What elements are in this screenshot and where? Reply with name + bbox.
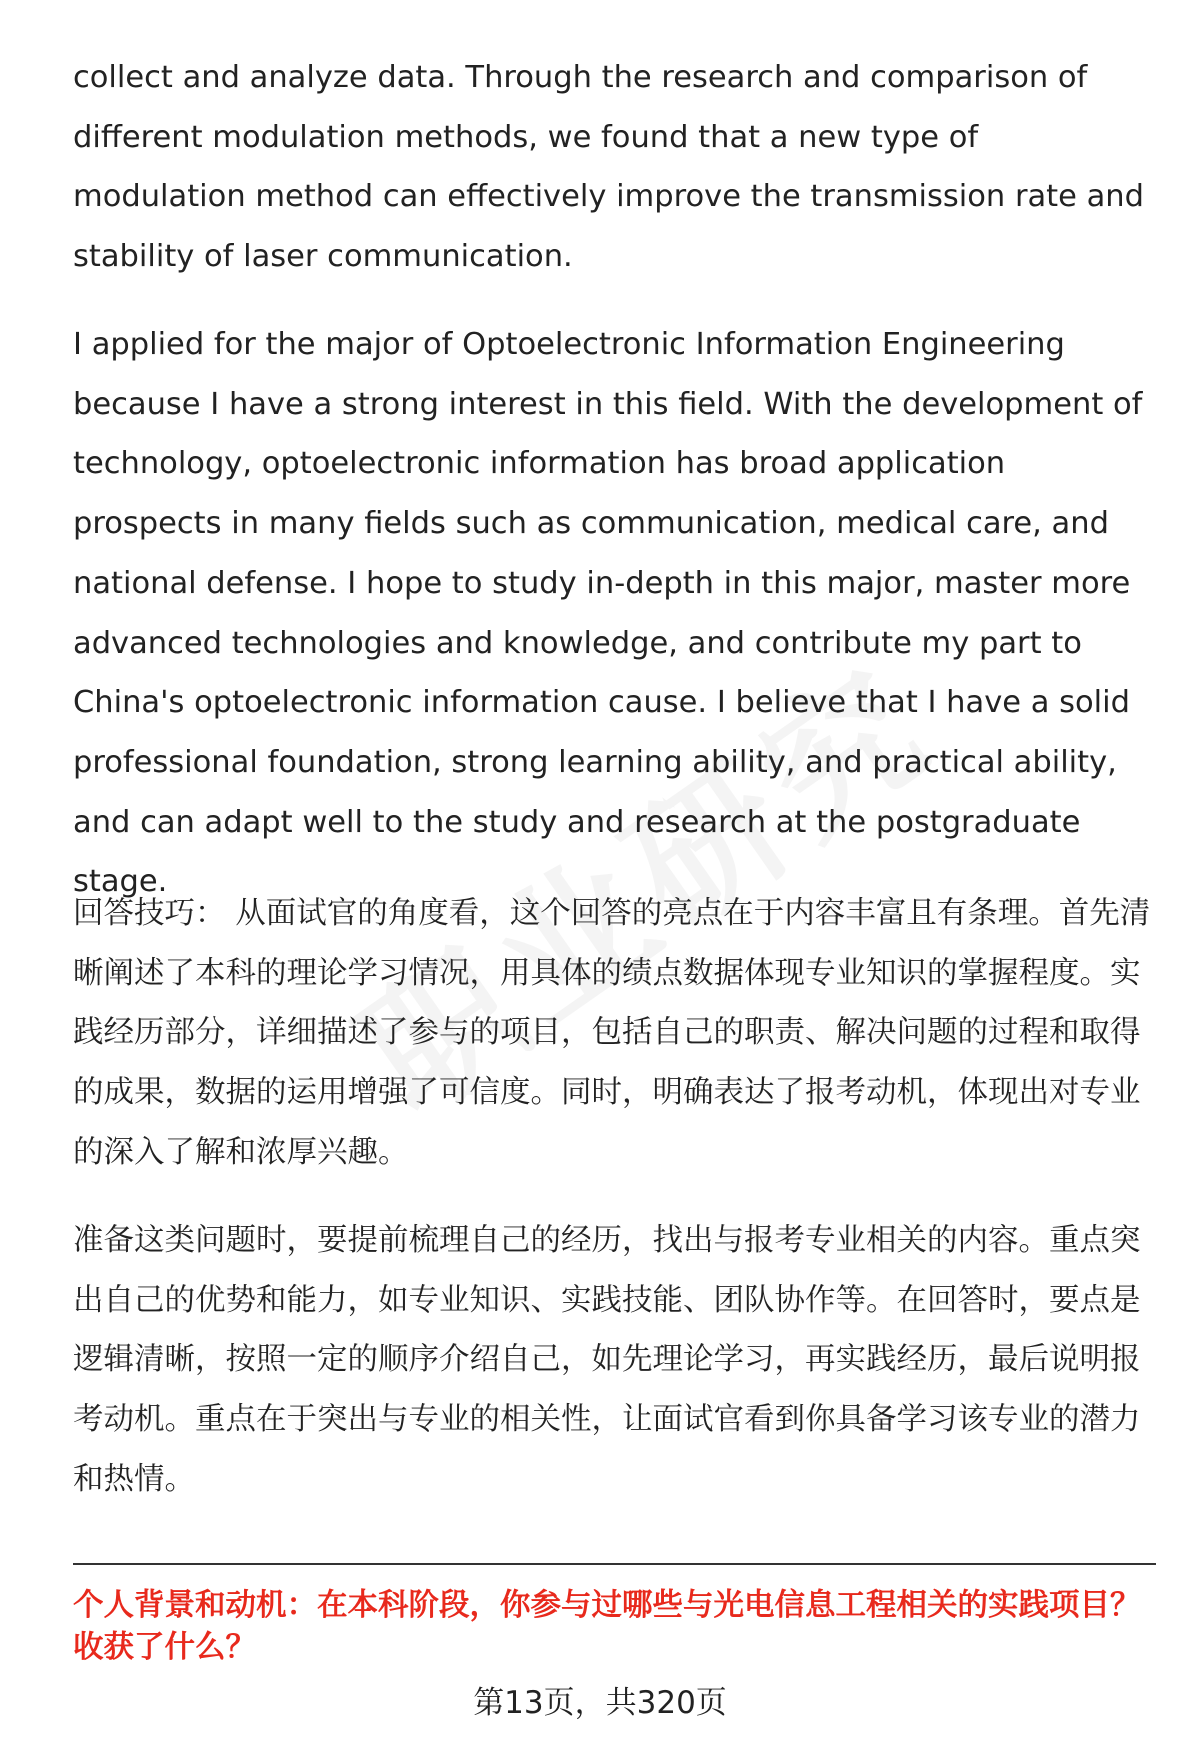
preparation-tips-paragraph: 准备这类问题时，要提前梳理自己的经历，找出与报考专业相关的内容。重点突出自己的优势和能力，如专业知识、实践技能、团队协作等。在回答时，要点是逻辑清晰，按照一定的顺序介绍自己，如先理论学习，再实践经历，最后说明报考动机。重点在于突出与专业的相关性，让面试官看到你具备学习该专业的潜力和热情。 xyxy=(73,1223,1141,1497)
next-question-heading: 个人背景和动机：在本科阶段，你参与过哪些与光电信息工程相关的实践项目？收获了什么？ xyxy=(73,1588,1141,1665)
page-number: 第13页，共320页 xyxy=(473,1685,727,1721)
answer-tips-paragraph: 回答技巧： 从面试官的角度看，这个回答的亮点在于内容丰富且有条理。首先清晰阐述了本科的理论学习情况，用具体的绩点数据体现专业知识的掌握程度。实践经历部分，详细描述了参与的项目，包括自己的职责、解决问题的过程和取得的成果，数据的运用增强了可信度。同时，明确表达了报考动机，体现出对专业的深入了解和浓厚兴趣。 xyxy=(73,896,1151,1170)
section-divider xyxy=(73,1563,1156,1565)
body-paragraph: collect and analyze data. Through the research and comparison of different modulation methods, we found that a new type of modulation method can effectively improve the transmission rate and stability of laser communication. xyxy=(73,60,1144,275)
body-paragraph: I applied for the major of Optoelectronic Information Engineering because I have a strong interest in this field. With the development of technology, optoelectronic information has broad application prospects in many fields such as communication, medical care, and national defense. I hope to study in-depth in this major, master more advanced technologies and knowledge, and contribute my part to China's optoelectronic information cause. I believe that I have a solid professional foundation, strong learning ability, and practical ability, and can adapt well to the study and research at the postgraduate stage. xyxy=(73,327,1143,900)
